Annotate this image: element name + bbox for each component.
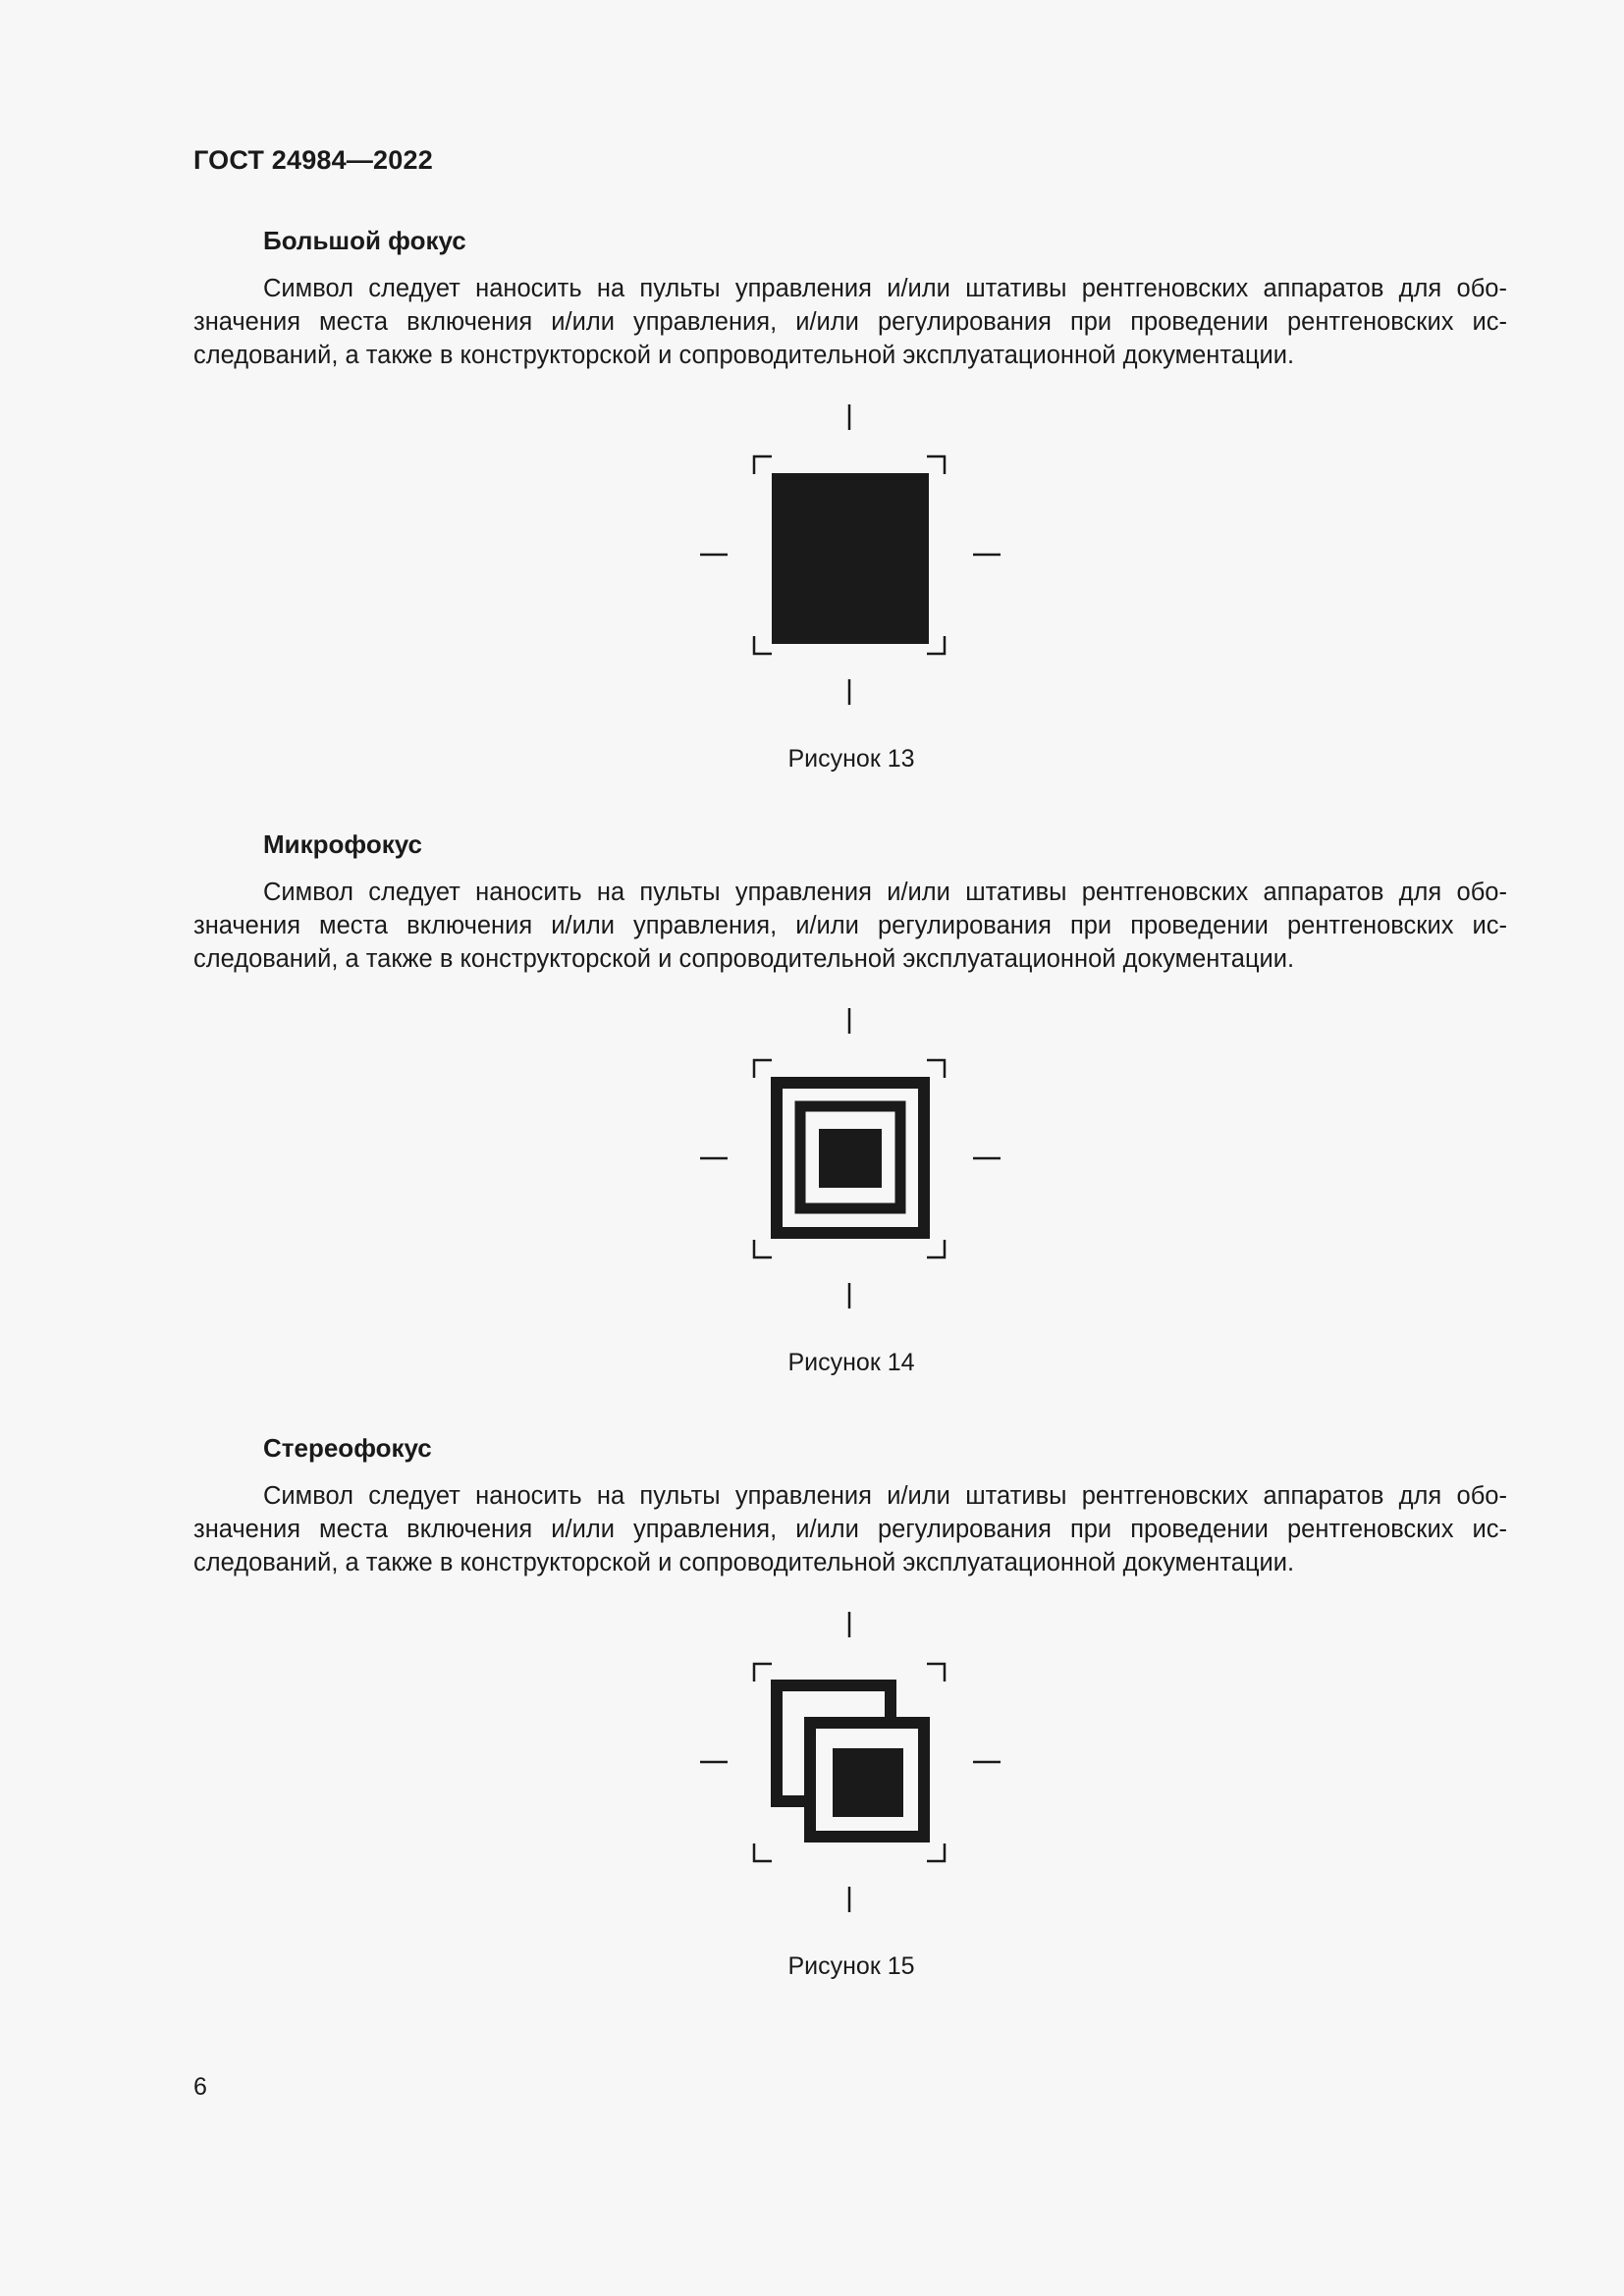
document-header: ГОСТ 24984—2022 xyxy=(193,145,433,175)
figure-caption-15: Рисунок 15 xyxy=(787,1952,915,1980)
microfocus-symbol-icon xyxy=(694,1001,1008,1315)
section-title-stereofocus: Стереофокус xyxy=(263,1433,432,1463)
figure-caption-14: Рисунок 14 xyxy=(787,1349,915,1376)
figure-caption-13: Рисунок 13 xyxy=(787,745,915,773)
page-number: 6 xyxy=(193,2073,207,2101)
section-text-microfocus: Символ следует наносить на пульты управления и/или штативы рентгеновских аппаратов для обозначения места включения и/или управления, и/или регулирования при проведении рентгеновских исследований, а также в конструкторской и сопроводительной эксплуатационной документации. xyxy=(193,879,1507,973)
section-text-stereofocus: Символ следует наносить на пульты управления и/или штативы рентгеновских аппаратов для обозначения места включения и/или управления, и/или регулирования при проведении рентгеновских исследований, а также в конструкторской и сопроводительной эксплуатационной документации. xyxy=(193,1482,1507,1576)
section-text-large-focus: Символ следует наносить на пульты управления и/или штативы рентгеновских аппаратов для обозначения места включения и/или управления, и/или регулирования при проведении рентгеновских исследований, а также в конструкторской и сопроводительной эксплуатационной документации. xyxy=(193,275,1507,369)
large-focus-symbol-icon xyxy=(694,398,1008,712)
section-title-microfocus: Микрофокус xyxy=(263,829,422,859)
stereofocus-symbol-icon xyxy=(694,1605,1008,1919)
section-title-large-focus: Большой фокус xyxy=(263,226,466,255)
